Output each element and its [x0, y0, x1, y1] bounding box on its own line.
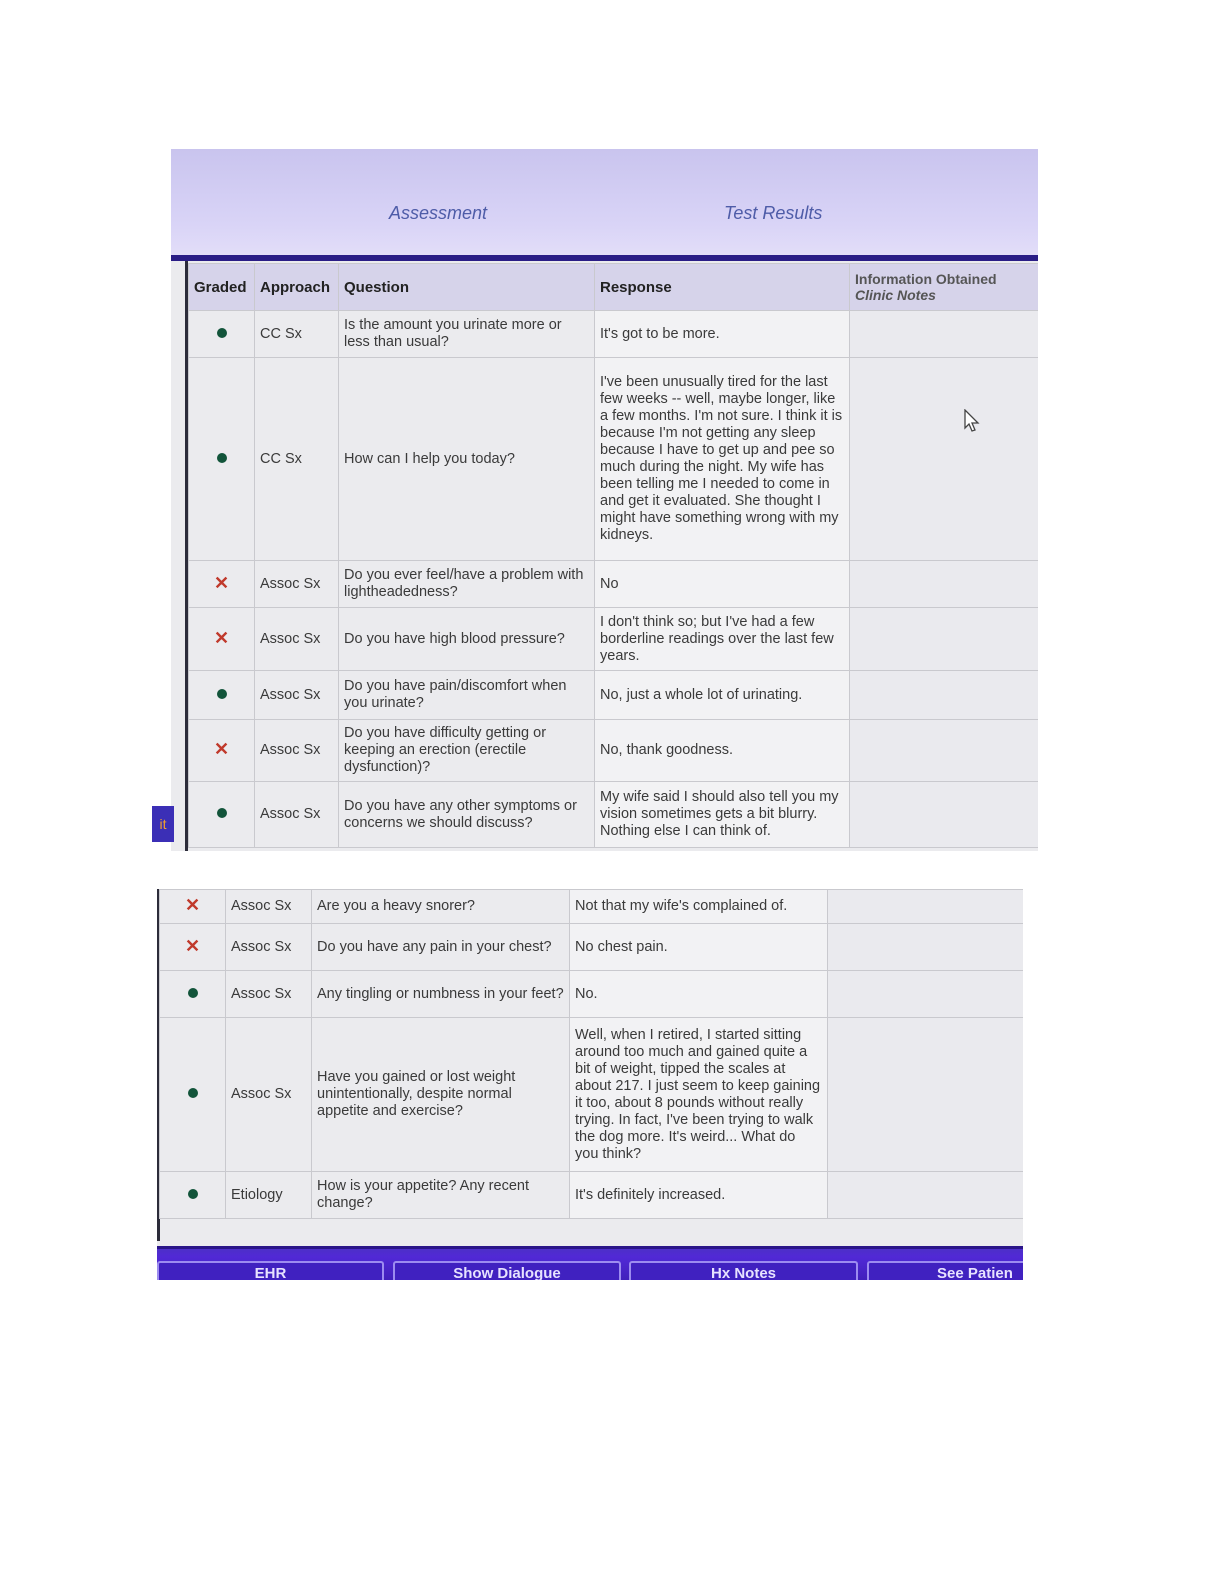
- question-cell: Do you have pain/discomfort when you urinate?: [339, 671, 595, 720]
- notes-cell[interactable]: [850, 358, 1039, 561]
- approach-cell: Assoc Sx: [226, 971, 312, 1018]
- graded-cell: [189, 720, 255, 782]
- approach-cell: Assoc Sx: [255, 608, 339, 671]
- tab-test-results[interactable]: Test Results: [724, 203, 823, 223]
- question-cell: Do you have difficulty getting or keeping an erection (erectile dysfunction)?: [339, 720, 595, 782]
- question-cell: How is your appetite? Any recent change?: [312, 1172, 570, 1219]
- approach-cell: Etiology: [226, 1172, 312, 1219]
- graded-dot-icon: [217, 453, 227, 463]
- graded-x-icon: ✕: [213, 627, 230, 648]
- table-row[interactable]: [189, 671, 1039, 720]
- table-row[interactable]: [189, 358, 1039, 561]
- approach-cell: Assoc Sx: [226, 890, 312, 924]
- side-tab[interactable]: it: [152, 806, 174, 842]
- question-cell: Do you ever feel/have a problem with lightheadedness?: [339, 561, 595, 608]
- header-approach[interactable]: Approach: [255, 264, 339, 311]
- approach-cell: CC Sx: [255, 358, 339, 561]
- table-row[interactable]: [189, 782, 1039, 848]
- graded-x-icon: ✕: [184, 935, 201, 956]
- question-cell: Do you have high blood pressure?: [339, 608, 595, 671]
- graded-cell: [189, 782, 255, 848]
- notes-cell[interactable]: [850, 782, 1039, 848]
- table-row[interactable]: [160, 1018, 1024, 1172]
- see-patient-button[interactable]: See Patien: [867, 1261, 1023, 1280]
- response-cell: No.: [570, 971, 828, 1018]
- response-cell: No: [595, 561, 850, 608]
- response-cell: My wife said I should also tell you my vision sometimes gets a bit blurry. Nothing else I can think of.: [595, 782, 850, 848]
- approach-cell: Assoc Sx: [255, 561, 339, 608]
- hx-notes-button[interactable]: Hx Notes: [629, 1261, 858, 1280]
- question-cell: Do you have any pain in your chest?: [312, 924, 570, 971]
- notes-cell[interactable]: [828, 971, 1024, 1018]
- table-row[interactable]: [160, 890, 1024, 924]
- mouse-cursor-icon: [963, 409, 981, 433]
- tab-divider: [171, 255, 1038, 261]
- tab-assessment[interactable]: Assessment: [389, 203, 488, 223]
- response-cell: No, just a whole lot of urinating.: [595, 671, 850, 720]
- graded-x-icon: ✕: [184, 895, 201, 915]
- notes-cell[interactable]: [828, 1172, 1024, 1219]
- graded-cell: [189, 311, 255, 358]
- notes-cell[interactable]: [850, 671, 1039, 720]
- graded-x-icon: ✕: [213, 572, 230, 593]
- graded-cell: [160, 1018, 226, 1172]
- graded-cell: [160, 1172, 226, 1219]
- response-cell: Well, when I retired, I started sitting around too much and gained quite a bit of weight, tipped the scales at about 217. I just seem to keep gaining it too, about 8 pounds without really trying. In fact, I've been trying to walk the dog more. It's weird... What do you think?: [570, 1018, 828, 1172]
- notes-cell[interactable]: [828, 924, 1024, 971]
- assessment-table: [188, 263, 1038, 848]
- graded-cell: [189, 608, 255, 671]
- assessment-screen-top: [171, 149, 1038, 851]
- response-cell: It's got to be more.: [595, 311, 850, 358]
- header-info-label: Information Obtained: [855, 271, 997, 287]
- response-cell: It's definitely increased.: [570, 1172, 828, 1219]
- notes-cell[interactable]: [850, 311, 1039, 358]
- approach-cell: Assoc Sx: [255, 782, 339, 848]
- ehr-button[interactable]: EHR: [157, 1261, 384, 1280]
- table-row[interactable]: [189, 608, 1039, 671]
- graded-dot-icon: [217, 328, 227, 338]
- assessment-screen-bottom: [157, 889, 1023, 1280]
- question-cell: Have you gained or lost weight unintentionally, despite normal appetite and exercise?: [312, 1018, 570, 1172]
- notes-cell[interactable]: [850, 561, 1039, 608]
- table-header-row: [189, 264, 1039, 311]
- response-cell: I don't think so; but I've had a few borderline readings over the last few years.: [595, 608, 850, 671]
- show-dialogue-button[interactable]: Show Dialogue: [393, 1261, 621, 1280]
- table-row[interactable]: [160, 924, 1024, 971]
- question-cell: Are you a heavy snorer?: [312, 890, 570, 924]
- notes-cell[interactable]: [828, 890, 1024, 924]
- graded-cell: [160, 890, 226, 924]
- graded-cell: [189, 671, 255, 720]
- response-cell: No chest pain.: [570, 924, 828, 971]
- graded-dot-icon: [188, 1189, 198, 1199]
- approach-cell: Assoc Sx: [255, 671, 339, 720]
- table-row[interactable]: [189, 561, 1039, 608]
- tab-bar: [171, 149, 1038, 257]
- notes-cell[interactable]: [828, 1018, 1024, 1172]
- response-cell: I've been unusually tired for the last few weeks -- well, maybe longer, like a few months. I'm not sure. I think it is because I'm not getting any sleep because I have to get up and pee so much during the night. My wife has been telling me I needed to come in and get it evaluated. She thought I might have something wrong with my kidneys.: [595, 358, 850, 561]
- approach-cell: CC Sx: [255, 311, 339, 358]
- graded-cell: [189, 561, 255, 608]
- approach-cell: Assoc Sx: [255, 720, 339, 782]
- question-cell: Do you have any other symptoms or concerns we should discuss?: [339, 782, 595, 848]
- approach-cell: Assoc Sx: [226, 924, 312, 971]
- question-cell: Any tingling or numbness in your feet?: [312, 971, 570, 1018]
- graded-dot-icon: [217, 689, 227, 699]
- question-cell: How can I help you today?: [339, 358, 595, 561]
- response-cell: Not that my wife's complained of.: [570, 890, 828, 924]
- table-row[interactable]: [160, 971, 1024, 1018]
- header-info-obtained[interactable]: [850, 264, 1039, 311]
- graded-x-icon: ✕: [213, 739, 230, 759]
- graded-dot-icon: [188, 1088, 198, 1098]
- question-cell: Is the amount you urinate more or less than usual?: [339, 311, 595, 358]
- bottom-button-bar: [157, 1246, 1023, 1280]
- header-graded[interactable]: Graded: [189, 264, 255, 311]
- notes-cell[interactable]: [850, 720, 1039, 782]
- graded-dot-icon: [217, 808, 227, 818]
- table-row[interactable]: [189, 720, 1039, 782]
- assessment-table-continued: [159, 889, 1023, 1219]
- table-row[interactable]: [160, 1172, 1024, 1219]
- graded-cell: [160, 924, 226, 971]
- graded-dot-icon: [188, 988, 198, 998]
- graded-cell: [189, 358, 255, 561]
- approach-cell: Assoc Sx: [226, 1018, 312, 1172]
- header-response[interactable]: Response: [595, 264, 850, 311]
- graded-cell: [160, 971, 226, 1018]
- notes-cell[interactable]: [850, 608, 1039, 671]
- header-question[interactable]: Question: [339, 264, 595, 311]
- table-row[interactable]: [189, 311, 1039, 358]
- header-clinic-notes: Clinic Notes: [855, 287, 936, 303]
- response-cell: No, thank goodness.: [595, 720, 850, 782]
